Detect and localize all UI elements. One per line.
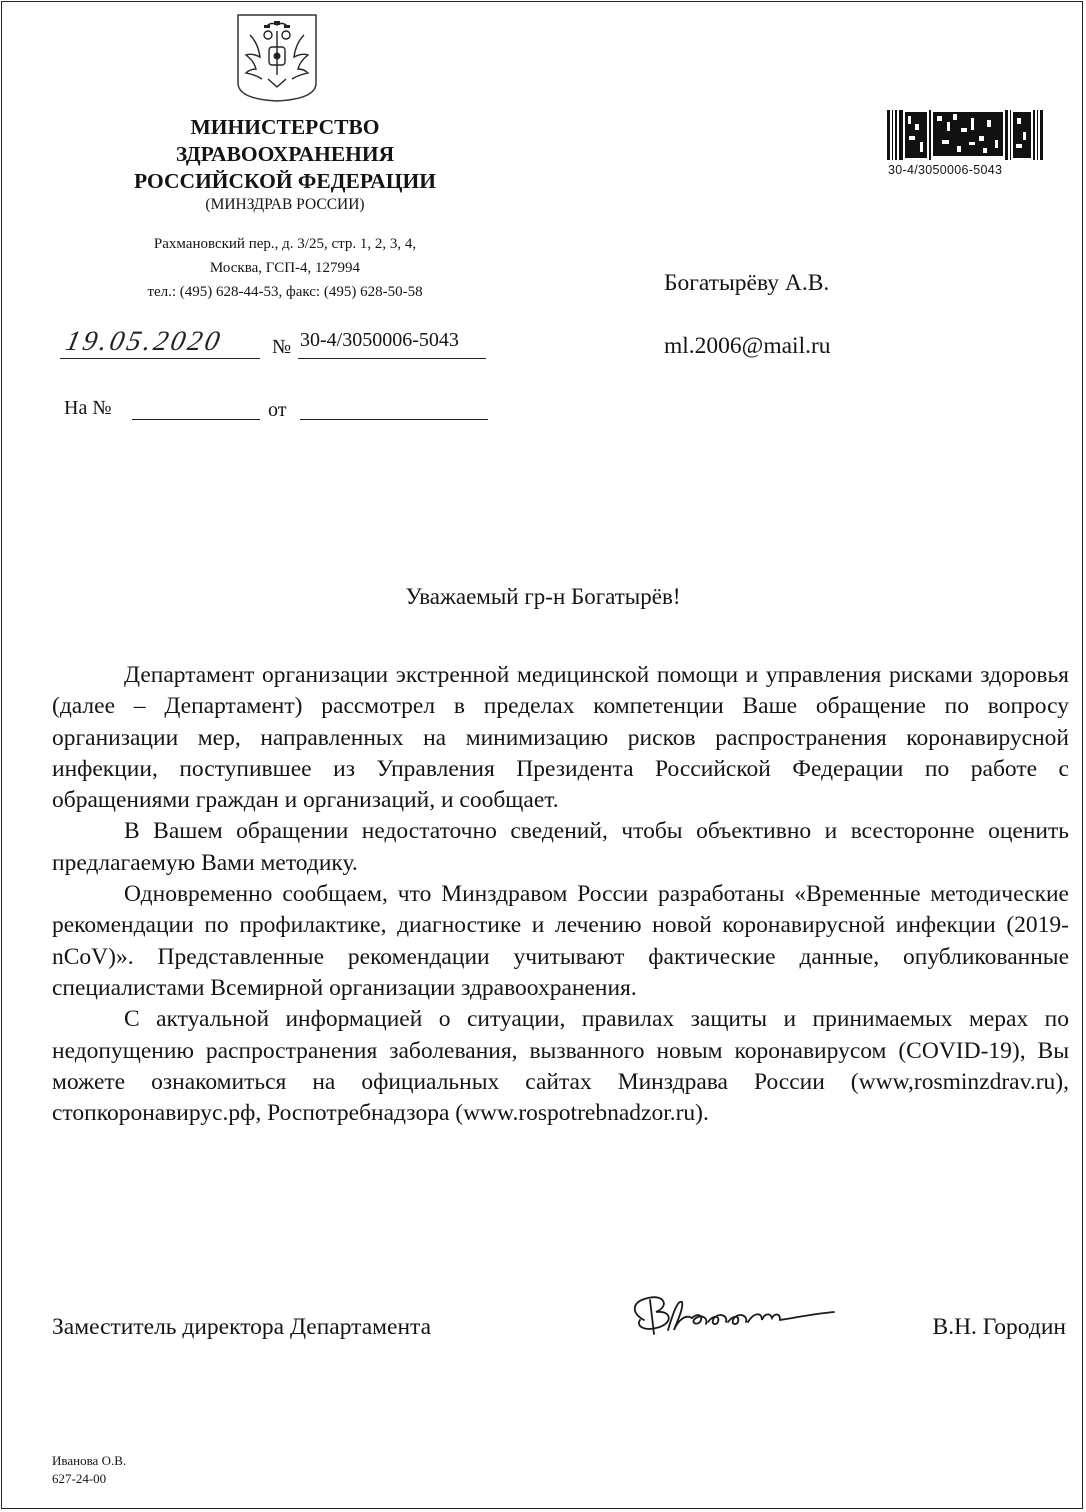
signer-name: В.Н. Городин [932,1314,1066,1340]
address-line: тел.: (495) 628-44-53, факс: (495) 628-50-58 [147,284,423,300]
executor-phone: 627-24-00 [52,1471,107,1486]
barcode-number: 30-4/3050006-5043 [888,163,1003,177]
org-name [60,114,510,195]
address-line: Рахмановский пер., д. 3/25, стр. 1, 2, 3, 4, [153,236,417,252]
reference-number-label: На № [64,397,112,419]
org-name-line: РОССИЙСКОЙ ФЕДЕРАЦИИ [134,169,436,193]
reference-date-blank [300,419,488,420]
outgoing-number: 30-4/3050006-5043 [300,329,459,351]
body-paragraph: В Вашем обращении недостаточно сведений, чтобы объективно и всесторонне оценить предлагаемую Вами методику. [52,818,1069,876]
letter-body [52,660,1069,1129]
reference-number-blank [132,419,260,420]
date-underline [60,358,260,359]
number-label: № [272,336,292,358]
executor-name: Иванова О.В. [52,1453,127,1468]
body-paragraph: Департамент организации экстренной медицинской помощи и управления рисками здоровья (далее – Департамент) рассмотрел в пределах компетенции Ваше обращение по вопросу организации мер, направленных на минимизацию рисков распространения коронавирусной инфекции, поступившее из Управления Президента Российской Федерации по работе с обращениями граждан и организаций, и сообщает. [52,662,1069,814]
address-line: Москва, ГСП-4, 127994 [209,260,361,276]
number-underline [298,358,486,359]
handwritten-signature [628,1290,850,1346]
body-paragraph: С актуальной информацией о ситуации, правилах защиты и принимаемых мерах по недопущению распространения заболевания, вызванного новым коронавирусом (COVID-19), Вы можете ознакомиться на официальных сайтах Минздрава России (www,rosminzdrav.ru), стопкоронавирус.рф, Роспотребнадзора (www.rospotrebnadzor.ru). [52,1006,1069,1127]
russian-coat-of-arms-icon [236,13,318,103]
handwritten-date: 19.05.2020 [62,326,226,357]
org-name-line: ЗДРАВООХРАНЕНИЯ [175,142,395,166]
reference-from-label: от [268,399,287,421]
salutation: Уважаемый гр-н Богатырёв! [405,584,681,609]
recipient-email: ml.2006@mail.ru [664,333,831,359]
signer-title: Заместитель директора Департамента [52,1314,432,1340]
barcode-icon [887,110,1043,160]
executor-info [52,1452,126,1488]
body-paragraph: Одновременно сообщаем, что Минздравом России разработаны «Временные методические рекомендации по профилактике, диагностике и лечению новой коронавирусной инфекции (2019-nCoV)». Представленные рекомендации учитывают фактические данные, опубликованные специалистами Всемирной организации здравоохранения. [52,881,1069,1001]
org-name-line: МИНИСТЕРСТВО [190,115,380,139]
org-address [60,232,510,304]
org-short-name: (МИНЗДРАВ РОССИИ) [205,196,365,213]
recipient-name: Богатырёву А.В. [664,270,830,296]
